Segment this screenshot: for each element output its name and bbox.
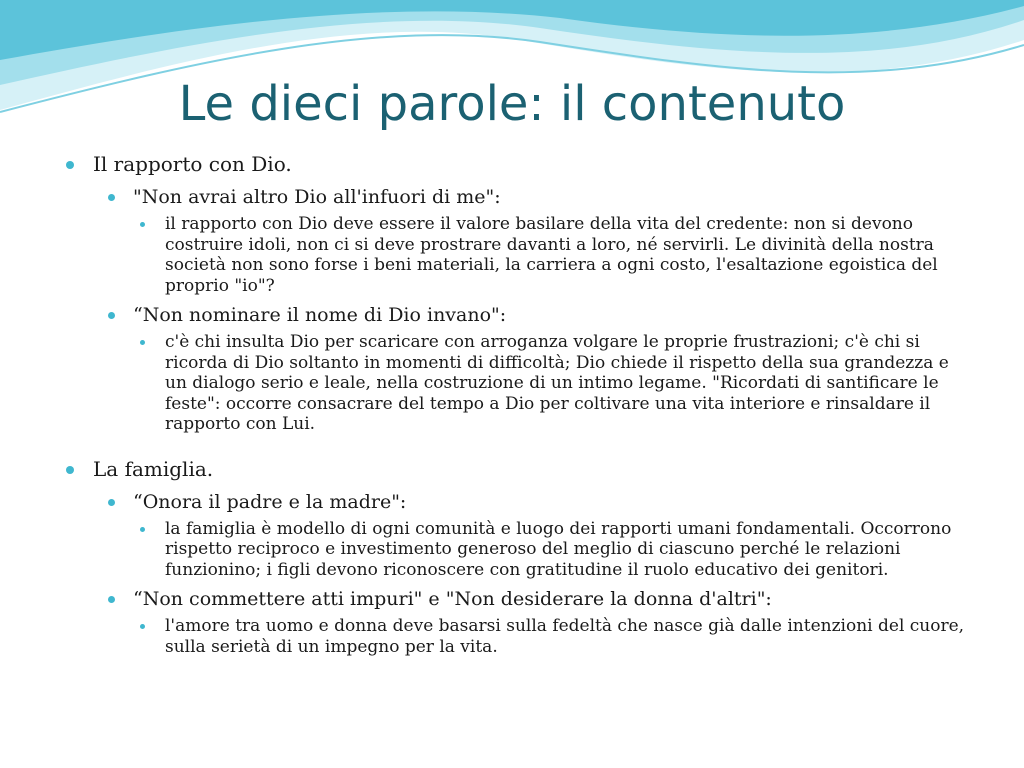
bullet-icon <box>108 596 115 603</box>
commandment-detail-text: il rapporto con Dio deve essere il valore basilare della vita del credente: non si devono costruire idoli, non ci si deve prostrare davanti a loro, né servirli. Le divinità della nostra società non sono forse i beni materiali, la carriera a ogni costo, l'esaltazione egoistica del proprio "io"? <box>165 214 938 296</box>
commandment-detail-text: la famiglia è modello di ogni comunità e luogo dei rapporti umani fondamentali. Occorrono rispetto reciproco e investimento generoso del meglio di ciascuno perché le relazioni funzionino; i figli devono riconoscere con gratitudine il ruolo educativo dei genitori. <box>165 518 952 580</box>
commandment-detail-text: l'amore tra uomo e donna deve basarsi sulla fedeltà che nasce già dalle intenzioni del cuore, sulla serietà di un impegno per la vita. <box>165 616 965 657</box>
section-rapporto-con-dio <box>58 150 968 435</box>
commandment-label: “Onora il padre e la madre": <box>133 490 407 513</box>
bullet-icon <box>108 499 115 506</box>
commandment-label: “Non commettere atti impuri" e "Non desiderare la donna d'altri": <box>133 588 772 610</box>
slide-content <box>58 150 968 657</box>
commandment-detail <box>58 332 968 435</box>
commandment-item <box>58 184 968 210</box>
bullet-icon <box>140 340 145 345</box>
section-heading-text: Il rapporto con Dio. <box>93 152 292 176</box>
commandment-detail <box>58 616 968 657</box>
section-heading <box>58 150 968 178</box>
commandment-item <box>58 489 968 515</box>
commandment-item <box>58 586 968 612</box>
bullet-icon <box>108 312 115 319</box>
bullet-icon <box>140 222 145 227</box>
commandment-detail-text: c'è chi insulta Dio per scaricare con arroganza volgare le proprie frustrazioni; c'è chi si ricorda di Dio soltanto in momenti di difficoltà; Dio chiede il rispetto della sua grandezza e un dialogo serio e leale, nella costruzione di un intimo legame. "Ricordati di santificare le feste": occorre consacrare del tempo a Dio per coltivare una vita interiore e rinsaldare il rapporto con Lui. <box>165 332 949 434</box>
section-famiglia <box>58 455 968 658</box>
bullet-icon <box>140 527 145 532</box>
commandment-detail <box>58 519 968 581</box>
bullet-icon <box>66 161 74 169</box>
bullet-icon <box>108 194 115 201</box>
commandment-detail <box>58 214 968 296</box>
commandment-item <box>58 302 968 328</box>
commandment-label: “Non nominare il nome di Dio invano": <box>133 304 507 326</box>
slide-title: Le dieci parole: il contenuto <box>178 76 846 132</box>
bullet-icon <box>66 466 74 474</box>
section-heading <box>58 455 968 483</box>
bullet-icon <box>140 624 145 629</box>
section-heading-text: La famiglia. <box>93 456 214 481</box>
commandment-label: "Non avrai altro Dio all'infuori di me": <box>133 186 501 208</box>
